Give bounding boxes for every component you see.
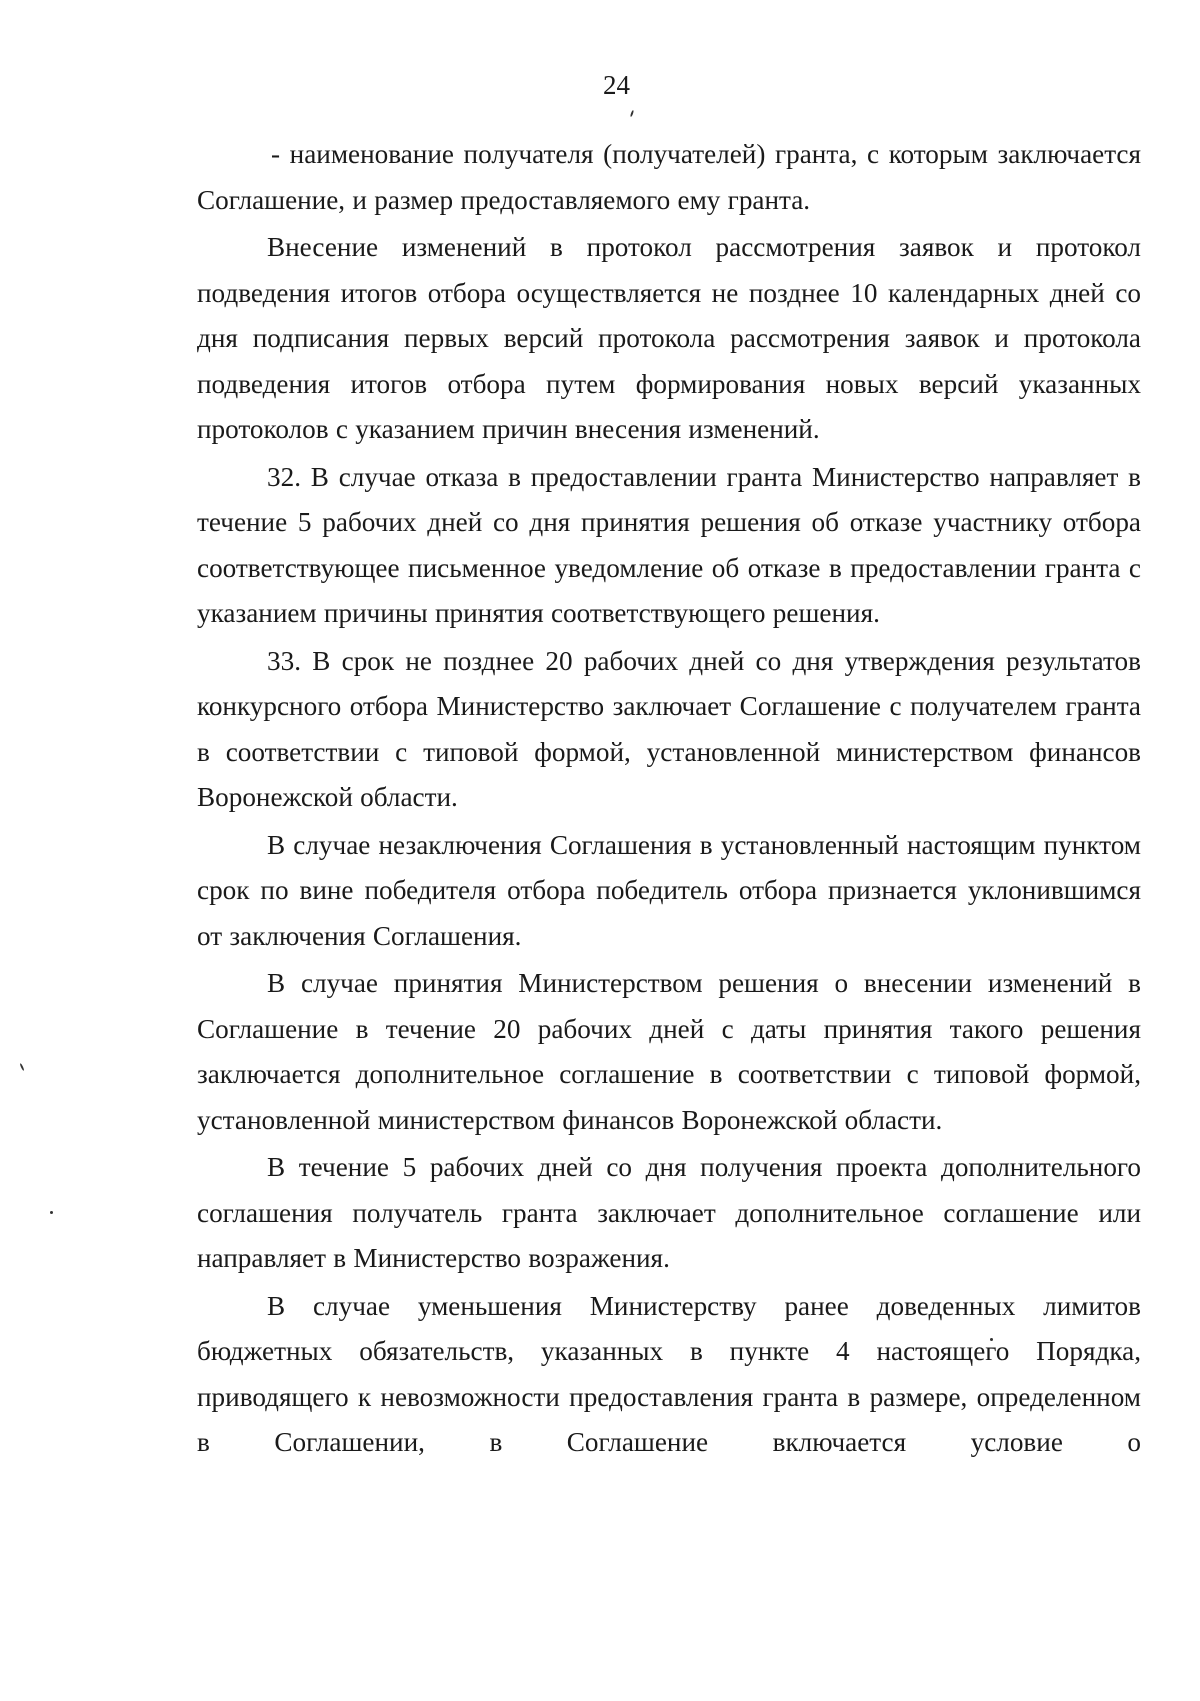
scan-mark xyxy=(630,110,634,117)
paragraph-limits-reduction: В случае уменьшения Министерству ранее доведенных лимитов бюджетных обязательств, указанных в пункте 4 настоящего Порядка, приводящего к невозможности предоставления гранта в размере, определенном в Соглашении, в Соглашение включается условие о xyxy=(197,1290,1141,1457)
page-number: 24 xyxy=(603,70,630,100)
paragraph-agreement-changes: В случае принятия Министерством решения о внесении изменений в Соглашение в течение 20 рабочих дней с даты принятия такого решения заключается дополнительное соглашение в соответствии с типовой формой, установленной министерством финансов Воронежской области. xyxy=(197,968,1141,1135)
paragraph-non-conclusion: В случае незаключения Соглашения в установленный настоящим пунктом срок по вине победителя отбора победитель отбора признается уклонившимся от заключения Соглашения. xyxy=(197,829,1141,951)
paragraph-protocol-changes: Внесение изменений в протокол рассмотрения заявок и протокол подведения итогов отбора осуществляется не позднее 10 календарных дней со дня подписания первых версий протокола рассмотрения заявок и протокола подведения итогов отбора путем формирования новых версий указанных протоколов с указанием причин внесения изменений. xyxy=(197,232,1141,444)
scan-mark xyxy=(50,1211,53,1214)
document-body xyxy=(197,132,1141,1466)
paragraph-32: 32. В случае отказа в предоставлении гранта Министерство направляет в течение 5 рабочих дней со дня принятия решения об отказе участнику отбора соответствующее письменное уведомление об отказе в предоставлении гранта с указанием причины принятия соответствующего решения. xyxy=(197,461,1141,628)
paragraph-recipient-name: - наименование получателя (получателей) гранта, с которым заключается Соглашение, и размер предоставляемого ему гранта. xyxy=(197,139,1141,215)
paragraph-33: 33. В срок не позднее 20 рабочих дней со дня утверждения результатов конкурсного отбора Министерство заключает Соглашение с получателем гранта в соответствии с типовой формой, установленной министерством финансов Воронежской области. xyxy=(197,645,1141,812)
scan-mark xyxy=(19,1063,24,1071)
paragraph-additional-agreement: В течение 5 рабочих дней со дня получения проекта дополнительного соглашения получатель гранта заключает дополнительное соглашение или направляет в Министерство возражения. xyxy=(197,1152,1141,1273)
